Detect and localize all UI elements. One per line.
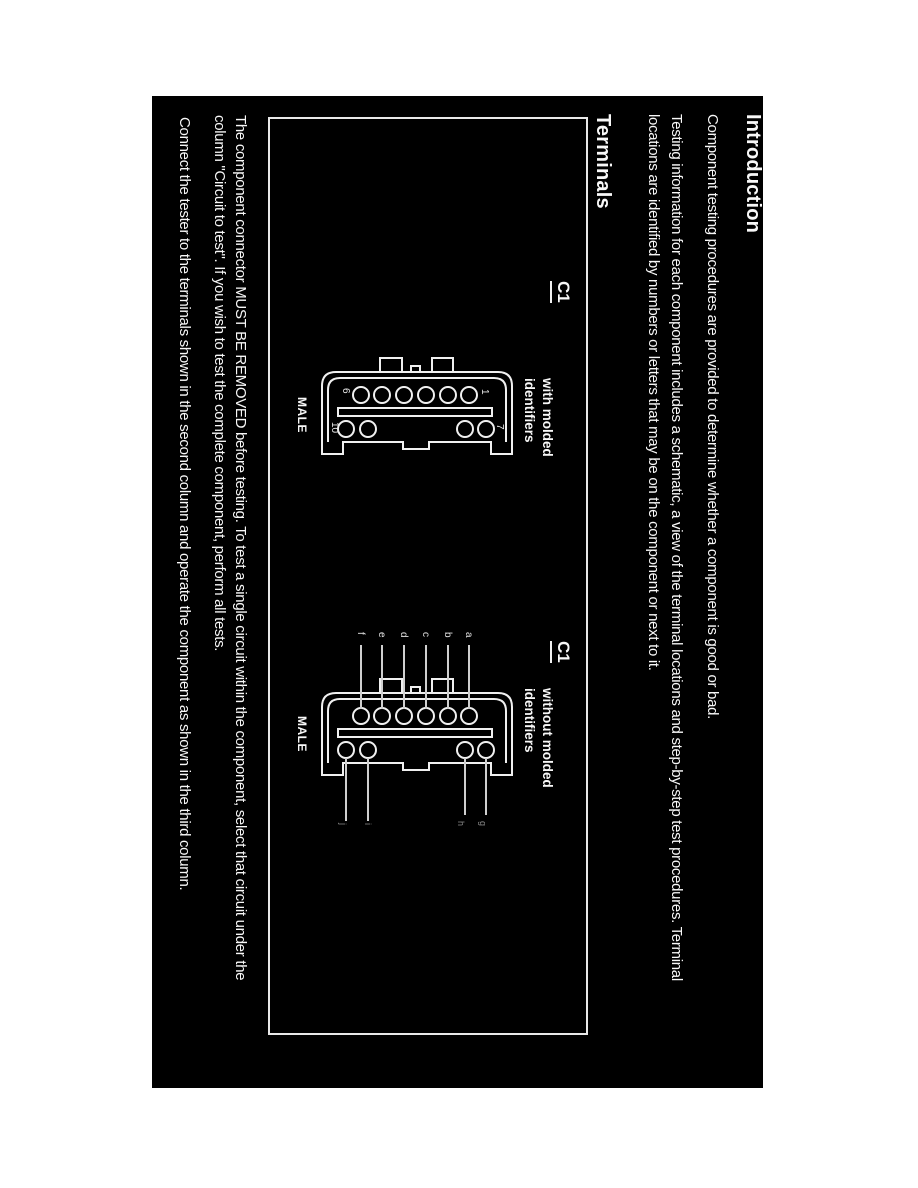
pin-number-10: 10 [329, 422, 340, 434]
pin-letter-a: a [463, 632, 474, 638]
pin-letter-f: f [355, 632, 366, 635]
pin-letter-g: g [478, 821, 488, 827]
removal-note-line-1: The component connector MUST BE REMOVED before testing. To test a single circuit within the component, select that circuit under the [232, 115, 249, 981]
connector-with-ids-caption: with molded identifiers [522, 378, 555, 457]
connect-note: Connect the tester to the terminals shown in the second column and operate the component as shown in the third column. [176, 117, 193, 891]
removal-note-line-2: column "Circuit to test". If you wish to test the complete component, perform all tests. [211, 115, 228, 652]
connector-with-ids-drawing [315, 350, 520, 462]
page-title: Introduction [742, 114, 764, 234]
connector-without-ids-drawing [315, 625, 520, 840]
pin-number-1: 1 [479, 389, 490, 395]
terminals-heading: Terminals [592, 114, 614, 209]
pin-letter-b: b [442, 632, 453, 638]
testing-info-line-2: locations are identified by numbers or letters that may be on the component or next to it. [645, 114, 662, 671]
pin-letter-c: c [420, 632, 431, 637]
pin-number-7: 7 [494, 424, 505, 430]
testing-info-line-1: Testing information for each component includes a schematic, a view of the terminal locations and step-by-step test procedures. Terminal [668, 114, 685, 981]
connector-without-ids-gender-label: MALE [295, 716, 309, 752]
testing-info-paragraph [642, 114, 688, 981]
pin-letter-e: e [376, 632, 387, 638]
pin-letter-i: i [363, 823, 373, 825]
connector-with-ids-label: C1 [553, 281, 573, 303]
removal-note [209, 115, 251, 980]
pin-number-6: 6 [340, 388, 351, 394]
connector-without-ids-label: C1 [553, 641, 573, 663]
connector-without-ids-caption: without molded identifiers [522, 688, 555, 788]
connector-with-ids-gender-label: MALE [295, 397, 309, 433]
pin-letter-j: j [338, 823, 348, 825]
pin-letter-d: d [398, 632, 409, 638]
pin-letter-h: h [456, 821, 466, 827]
terminals-figure-box [268, 117, 588, 1035]
intro-paragraph: Component testing procedures are provided to determine whether a component is good or bad. [704, 114, 721, 720]
